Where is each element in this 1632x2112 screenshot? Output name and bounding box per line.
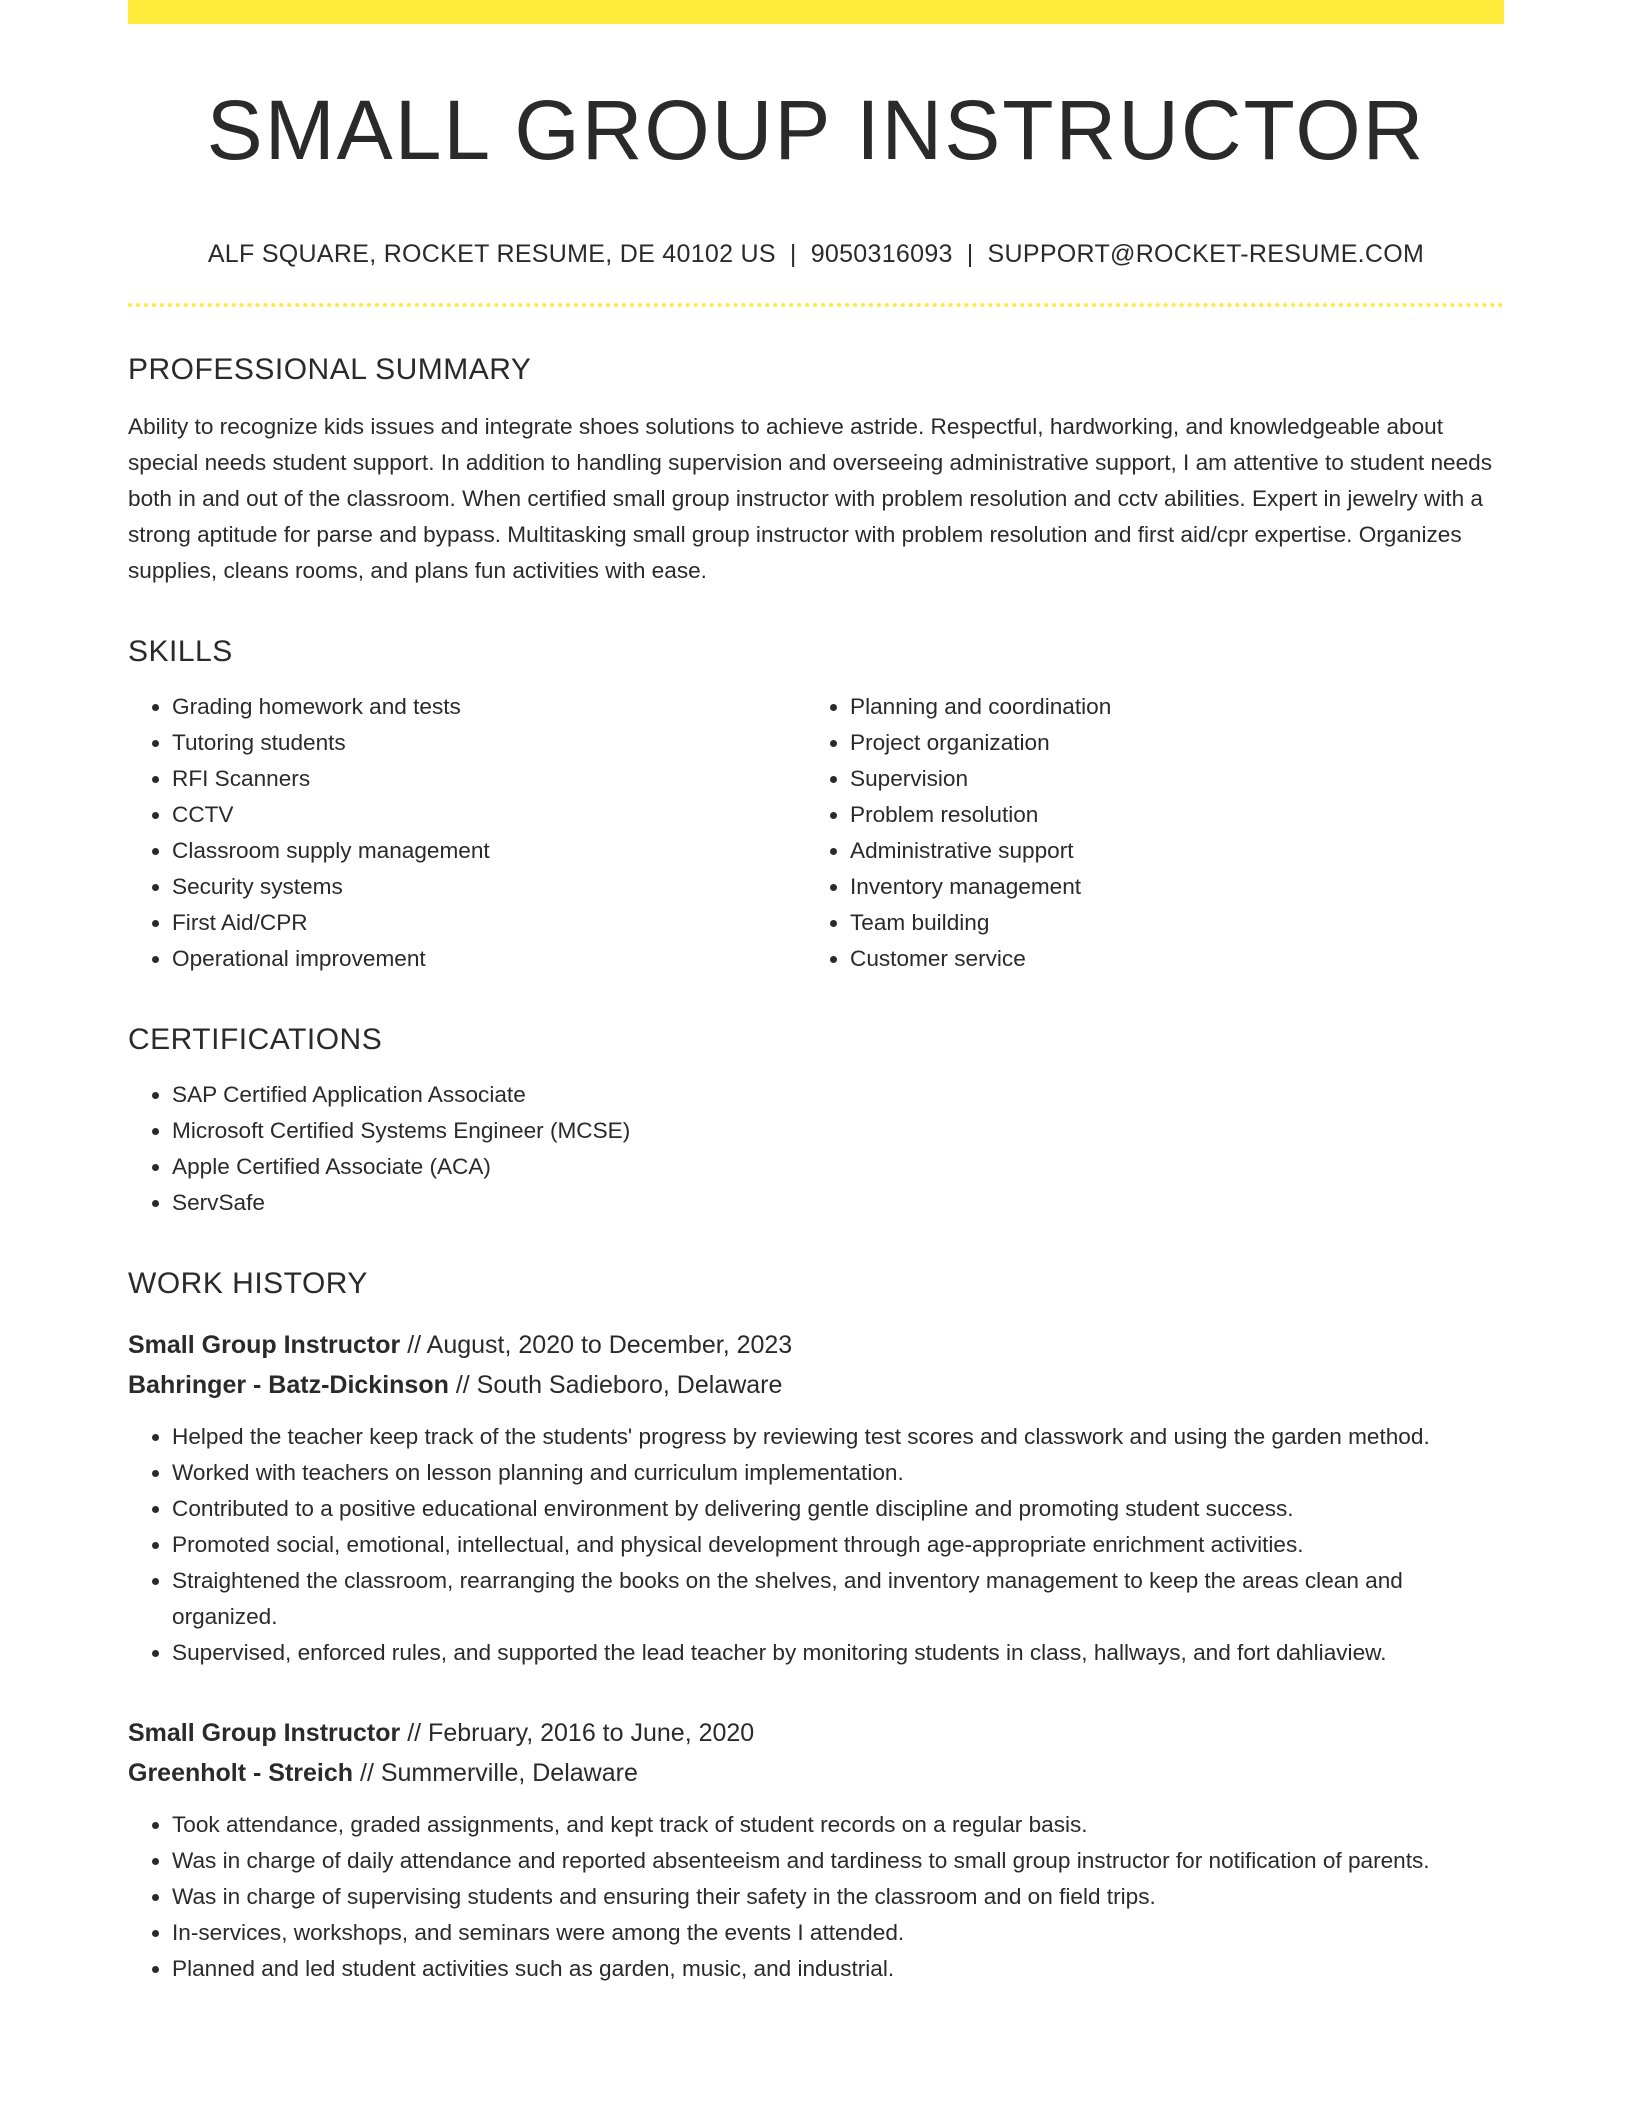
- job-entry: [128, 1325, 1504, 1671]
- job-bullet: • Promoted social, emotional, intellectual, and physical development through age-appropriate enrichment activities.: [172, 1527, 1504, 1563]
- summary-heading: PROFESSIONAL SUMMARY: [128, 353, 532, 387]
- certifications-list: [128, 1077, 1504, 1221]
- skill-item: • Team building: [850, 905, 1484, 941]
- contact-separator: |: [789, 240, 797, 269]
- job-dates: // February, 2016 to June, 2020: [400, 1719, 755, 1748]
- contact-phone: 9050316093: [810, 240, 953, 269]
- certification-item: • ServSafe: [172, 1185, 1504, 1221]
- job-title: Small Group Instructor: [128, 1331, 401, 1360]
- contact-email: SUPPORT@ROCKET-RESUME.COM: [987, 240, 1425, 269]
- summary-text: Ability to recognize kids issues and integrate shoes solutions to achieve astride. Respectful, hardworking, and knowledgeable about special needs student support. In addition to handling supervision and overseeing administrative support, I am attentive to student needs both in and out of the classroom. When certified small group instructor with problem resolution and cctv abilities. Expert in jewelry with a strong aptitude for parse and bypass. Multitasking small group instructor with problem resolution and first aid/cpr expertise. Organizes supplies, cleans rooms, and plans fun activities with ease.: [128, 414, 1493, 584]
- skill-item: • Security systems: [172, 869, 806, 905]
- accent-top-bar: [128, 0, 1504, 24]
- job-bullet: • Took attendance, graded assignments, and kept track of student records on a regular basis.: [172, 1807, 1504, 1843]
- skill-item: • Grading homework and tests: [172, 689, 806, 725]
- skill-item: • Project organization: [850, 725, 1484, 761]
- job-bullet: • Worked with teachers on lesson planning and curriculum implementation.: [172, 1455, 1504, 1491]
- skill-item: • Classroom supply management: [172, 833, 806, 869]
- job-location: // South Sadieboro, Delaware: [448, 1371, 783, 1400]
- skills-list-left: [128, 689, 806, 977]
- work-history-heading: WORK HISTORY: [128, 1267, 368, 1301]
- job-bullet: • Supervised, enforced rules, and supported the lead teacher by monitoring students in class, hallways, and fort dahliaview.: [172, 1635, 1504, 1671]
- job-title-line: [128, 1713, 1504, 1753]
- skills-heading: SKILLS: [128, 635, 233, 669]
- job-bullets: [128, 1419, 1504, 1671]
- job-bullet: • Contributed to a positive educational environment by delivering gentle discipline and promoting student success.: [172, 1491, 1504, 1527]
- job-title: Small Group Instructor: [128, 1719, 401, 1748]
- job-company-line: [128, 1753, 1504, 1793]
- skill-item: • Administrative support: [850, 833, 1484, 869]
- header-divider: [128, 303, 1504, 307]
- skill-item: • Problem resolution: [850, 797, 1484, 833]
- certification-item: • SAP Certified Application Associate: [172, 1077, 1504, 1113]
- skill-item: • Supervision: [850, 761, 1484, 797]
- skill-item: • Operational improvement: [172, 941, 806, 977]
- job-company-line: [128, 1365, 1504, 1405]
- certification-item: • Microsoft Certified Systems Engineer (MCSE): [172, 1113, 1504, 1149]
- job-title-line: [128, 1325, 1504, 1365]
- contact-line: [128, 240, 1504, 269]
- job-bullet: • Was in charge of supervising students and ensuring their safety in the classroom and on field trips.: [172, 1879, 1504, 1915]
- job-bullet: • Straightened the classroom, rearranging the books on the shelves, and inventory management to keep the areas clean and organized.: [172, 1563, 1504, 1635]
- job-dates: // August, 2020 to December, 2023: [400, 1331, 793, 1360]
- job-location: // Summerville, Delaware: [353, 1759, 638, 1788]
- certification-item: • Apple Certified Associate (ACA): [172, 1149, 1504, 1185]
- skill-item: • Tutoring students: [172, 725, 806, 761]
- contact-separator: |: [966, 240, 974, 269]
- skill-item: • Planning and coordination: [850, 689, 1484, 725]
- skill-item: • RFI Scanners: [172, 761, 806, 797]
- job-company: Bahringer - Batz-Dickinson: [128, 1371, 449, 1400]
- job-bullets: [128, 1807, 1504, 1987]
- skill-item: • Inventory management: [850, 869, 1484, 905]
- job-bullet: • Planned and led student activities such as garden, music, and industrial.: [172, 1951, 1504, 1987]
- certifications-heading: CERTIFICATIONS: [128, 1023, 383, 1057]
- skill-item: • First Aid/CPR: [172, 905, 806, 941]
- resume-page: [128, 0, 1504, 1987]
- job-entry: [128, 1713, 1504, 1987]
- contact-address: ALF SQUARE, ROCKET RESUME, DE 40102 US: [207, 240, 776, 269]
- skills-columns: [128, 689, 1504, 977]
- skill-item: • CCTV: [172, 797, 806, 833]
- job-bullet: • Was in charge of daily attendance and reported absenteeism and tardiness to small group instructor for notification of parents.: [172, 1843, 1504, 1879]
- job-company: Greenholt - Streich: [128, 1759, 354, 1788]
- job-bullet: • Helped the teacher keep track of the students' progress by reviewing test scores and classwork and using the garden method.: [172, 1419, 1504, 1455]
- skills-list-right: [806, 689, 1484, 977]
- resume-name: SMALL GROUP INSTRUCTOR: [206, 83, 1426, 177]
- job-bullet: • In-services, workshops, and seminars were among the events I attended.: [172, 1915, 1504, 1951]
- skill-item: • Customer service: [850, 941, 1484, 977]
